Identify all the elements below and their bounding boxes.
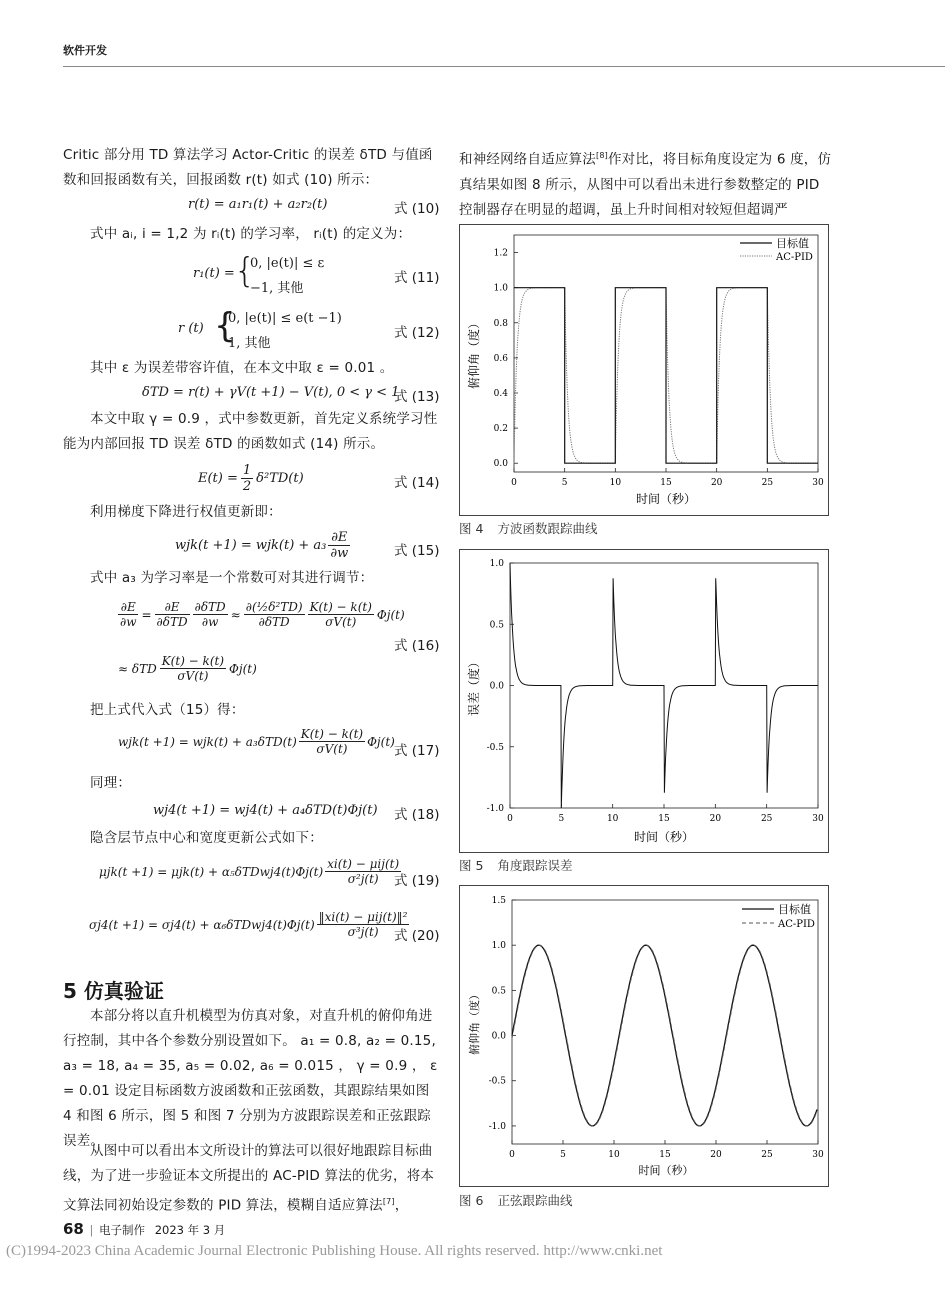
equation-19-number: 式 (19) — [394, 873, 440, 889]
figure-6-caption — [459, 1191, 586, 1209]
page-footer — [63, 1220, 225, 1238]
equation-13-number: 式 (13) — [394, 389, 440, 405]
equation-17-number: 式 (17) — [394, 743, 440, 759]
figure-5-number: 图 5 — [459, 858, 484, 873]
equation-13: δTD = r(t) + γV(t +1) − V(t), 0 < γ < 1 — [142, 385, 400, 400]
equation-11-lhs: r₁(t) = — [193, 266, 235, 281]
equation-12-lhs: r (t) — [178, 321, 204, 336]
figure-5-ytick-label: 0.0 — [489, 681, 504, 692]
figure-4-xtick-label: 20 — [710, 478, 723, 488]
figure-6-chart — [459, 885, 829, 1187]
equation-14 — [198, 463, 304, 494]
figure-4-xtick-label: 5 — [561, 478, 568, 488]
figure-4-ytick-label: 1.0 — [493, 283, 508, 294]
figure-6-xtick-label: 30 — [812, 1150, 824, 1160]
figure-4-xtick-label: 30 — [812, 478, 824, 488]
figure-5-ytick-label: -0.5 — [486, 742, 504, 753]
figure-4-legend-target: 目标值 — [776, 237, 809, 250]
equation-17: wjk(t +1) = wjk(t) + a₃δTD(t) $\frac{K(t) - k(t)}{\sigma V(t)}$ Φj(t) — [118, 727, 395, 756]
equation-11-brace: { — [234, 251, 256, 291]
figure-6-title: 正弦跟踪曲线 — [497, 1193, 573, 1208]
figure-6-ytick-label: 0.0 — [491, 1031, 506, 1042]
figure-6-legend-acpid: AC-PID — [778, 919, 815, 930]
equation-10: r(t) = a₁r₁(t) + a₂r₂(t) — [188, 197, 328, 212]
figure-6-xtick-label: 5 — [560, 1150, 566, 1160]
equation-12-number: 式 (12) — [394, 325, 440, 341]
figure-6-ytick-label: -1.0 — [488, 1121, 506, 1132]
figure-4-chart — [459, 224, 829, 516]
equation-14-rhs: δ²TD(t) — [256, 471, 304, 486]
equation-11-case-2: −1, 其他 — [250, 281, 304, 296]
figure-6-ytick-label: 1.5 — [491, 896, 506, 906]
equation-11-number: 式 (11) — [394, 270, 440, 286]
paragraph-2: 式中 aᵢ, i = 1,2 为 rᵢ(t) 的学习率， rᵢ(t) 的定义为： — [90, 226, 412, 242]
figure-6-xlabel: 时间（秒） — [638, 1164, 694, 1177]
equation-12-case-1: 0, |e(t)| ≤ e(t −1) — [228, 311, 342, 326]
issue-date: 2023 年 3 月 — [154, 1223, 226, 1237]
figure-5-xtick-label: 15 — [658, 814, 670, 824]
figure-5-ytick-label: -1.0 — [486, 804, 504, 814]
figure-4-series-target — [514, 288, 818, 464]
paragraph-4: 本文中取 γ = 0.9 ，式中参数更新，首先定义系统学习性能为内部回报 TD 误差 δTD 的函数如式 (14) 所示。 — [63, 411, 438, 452]
header-divider — [63, 66, 945, 67]
figure-4-ytick-label: 0.6 — [493, 353, 508, 364]
figure-5-xtick-label: 25 — [760, 814, 773, 824]
equation-12-case-2: 1, 其他 — [228, 336, 271, 351]
figure-6-xtick-label: 25 — [761, 1150, 773, 1160]
figure-5-series-error — [510, 563, 818, 808]
figure-6-ytick-label: -0.5 — [488, 1076, 506, 1087]
equation-19: μjk(t +1) = μjk(t) + α₅δTDwj4(t)Φj(t) $\frac{\text{xi(t) − μij(t)}}{\text{σ²j(t)}}$ — [99, 857, 400, 886]
figure-4-ytick-label: 0.4 — [493, 389, 508, 399]
figure-5-xtick-label: 0 — [507, 814, 513, 824]
equation-10-number: 式 (10) — [394, 201, 440, 217]
equation-14-lhs: E(t) = — [198, 471, 238, 486]
paragraph-7: 把上式代入式（15）得： — [90, 702, 245, 718]
figure-4-xtick-label: 10 — [609, 478, 622, 488]
equation-12-brace: { — [214, 306, 236, 346]
figure-5-xtick-label: 30 — [812, 814, 824, 824]
figure-6-series-ac-pid — [512, 945, 817, 1126]
figure-4-ytick-label: 0.2 — [493, 424, 508, 435]
reference-8[interactable]: [8] — [596, 151, 608, 160]
figure-5-xtick-label: 20 — [709, 814, 722, 824]
section-heading: 5 仿真验证 — [63, 979, 164, 1003]
figure-4-ytick-label: 0.8 — [493, 318, 508, 329]
paragraph-1: Critic 部分用 TD 算法学习 Actor-Critic 的误差 δTD 与值函数和回报函数有关，回报函数 r(t) 如式 (10) 所示： — [63, 147, 433, 188]
figure-5-xtick-label: 10 — [606, 814, 619, 824]
equation-15-number: 式 (15) — [394, 543, 440, 559]
equation-15-fraction: $\frac{\partial E}{\partial w}$ — [330, 530, 349, 561]
figure-6-number: 图 6 — [459, 1193, 484, 1208]
figure-4-number: 图 4 — [459, 521, 484, 536]
equation-20-number: 式 (20) — [394, 928, 440, 944]
equation-11-case-1: 0, |e(t)| ≤ ε — [250, 256, 325, 271]
page-number: 68 — [63, 1220, 84, 1238]
figure-5-ytick-label: 0.5 — [489, 620, 504, 631]
figure-4-xtick-label: 0 — [511, 478, 517, 488]
figure-6-xtick-label: 10 — [608, 1150, 620, 1160]
figure-6-ytick-label: 0.5 — [491, 986, 506, 997]
figure-5-xlabel: 时间（秒） — [633, 830, 695, 844]
paragraph-11: 从图中可以看出本文所设计的算法可以很好地跟踪目标曲线，为了进一步验证本文所提出的 AC-PID 算法的优劣，将本文算法同初始设定参数的 PID 算法，模糊自适应算法[7]， — [63, 1143, 435, 1214]
figure-6-legend — [742, 902, 815, 930]
figure-5-xtick-label: 5 — [558, 814, 565, 824]
right-paragraph-1: 和神经网络自适应算法[8]作对比，将目标角度设定为 6 度，仿真结果如图 8 所示，从图中可以看出未进行参数整定的 PID 控制器存在明显的超调，虽上升时间相对较短但超调严 — [459, 151, 832, 218]
section-label: 软件开发 — [63, 44, 107, 57]
figure-4-legend-acpid: AC-PID — [776, 252, 813, 263]
figure-6-xtick-label: 0 — [509, 1150, 515, 1160]
paragraph-3: 其中 ε 为误差带容许值，在本文中取 ε = 0.01 。 — [90, 360, 394, 376]
figure-4-ytick-label: 0.0 — [493, 459, 508, 470]
figure-5-caption — [459, 856, 586, 874]
figure-4-ytick-label: 1.2 — [493, 248, 508, 259]
figure-5-title: 角度跟踪误差 — [497, 858, 573, 873]
figure-6-series-target — [512, 945, 817, 1126]
copyright-notice: (C)1994-2023 China Academic Journal Electronic Publishing House. All rights reserved. http://www.cnki.net — [6, 1243, 663, 1259]
paragraph-5: 利用梯度下降进行权值更新即： — [90, 504, 282, 520]
reference-7[interactable]: [7] — [382, 1197, 395, 1206]
figure-5-ytick-label: 1.0 — [489, 559, 504, 569]
paragraph-10: 本部分将以直升机模型为仿真对象，对直升机的俯仰角进行控制，其中各个参数分别设置如下。 a₁ = 0.8, a₂ = 0.15, a₃ = 18, a₄ = 35, a₅ = 0.02, a₆ = 0.015 ， γ = 0.9 ， ε = 0.01 设定目标函数方波函数和正弦函数，其跟踪结果如图 4 和图 6 所示，图 5 和图 7 分别为方波跟踪误差和正弦跟踪误差。 — [63, 1008, 438, 1149]
paragraph-8: 同理： — [90, 775, 132, 791]
figure-4-xtick-label: 25 — [761, 478, 774, 488]
paragraph-6: 式中 a₃ 为学习率是一个常数可对其进行调节： — [90, 570, 374, 586]
figure-6-ytick-label: 1.0 — [491, 941, 506, 952]
equation-16-number: 式 (16) — [394, 638, 440, 654]
figure-4-legend — [740, 236, 813, 263]
figure-6-xtick-label: 20 — [710, 1150, 722, 1160]
figure-6-ylabel: 俯仰角（度） — [468, 989, 481, 1055]
figure-4-ylabel: 俯仰角（度） — [467, 316, 481, 390]
figure-5-chart — [459, 549, 829, 853]
figure-4-caption — [459, 519, 611, 537]
figure-4-xtick-label: 15 — [660, 478, 672, 488]
figure-4-xlabel: 时间（秒） — [635, 492, 697, 506]
equation-16-line-2: ≈ δTD $\frac{K(t) - k(t)}{\sigma V(t)}$ Φj(t) — [118, 654, 257, 683]
paragraph-9: 隐含层节点中心和宽度更新公式如下： — [90, 830, 323, 846]
equation-20: σj4(t +1) = σj4(t) + α₆δTDwj4(t)Φj(t) $\frac{\text{‖xi(t) − μij(t)‖²}}{\text{σ³j(t)}}$ — [89, 910, 408, 939]
figure-6-plot-area — [512, 900, 818, 1144]
figure-5-ylabel: 误差（度） — [467, 655, 481, 717]
figure-6-legend-target: 目标值 — [778, 903, 811, 916]
figure-4-title: 方波函数跟踪曲线 — [497, 521, 598, 536]
equation-16-line-1: $\frac{\partial E}{\partial w}$ = $\frac{\partial E}{\text{∂δTD}}$ $\frac{\text{∂δTD}}{\partial w}$ ≈ $\frac{\text{∂(½δ²TD)}}{\text{∂δTD}}$ $\frac{K(t) - k(t)}{\sigma V(t)}$ Φj(t) — [120, 600, 405, 629]
equation-15-lhs: wjk(t +1) = wjk(t) + a₃ — [175, 538, 327, 553]
equation-14-fraction: $\frac{1}{2}$ — [242, 463, 252, 494]
footer-separator: | — [89, 1223, 94, 1237]
equation-15 — [175, 530, 350, 561]
journal-name: 电子制作 — [99, 1223, 146, 1237]
figure-6-xtick-label: 15 — [659, 1150, 671, 1160]
equation-14-number: 式 (14) — [394, 475, 440, 491]
equation-18: wj4(t +1) = wj4(t) + a₄δTD(t)Φj(t) — [153, 803, 378, 818]
equation-18-number: 式 (18) — [394, 807, 440, 823]
